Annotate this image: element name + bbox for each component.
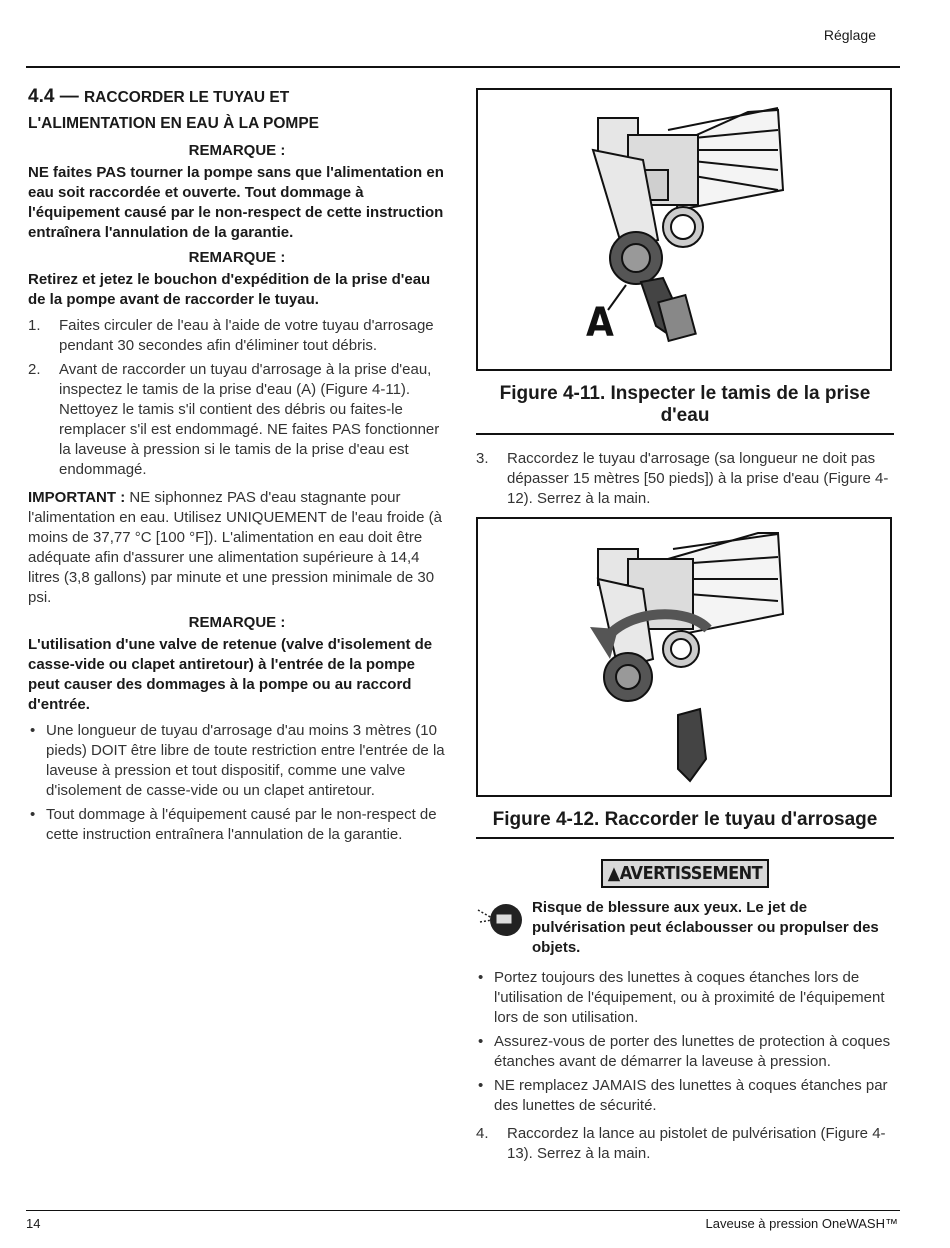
warning-block [476, 898, 894, 958]
figure-4-12-frame [476, 517, 892, 797]
steps-list [476, 449, 894, 509]
remark-text: NE faites PAS tourner la pompe sans que l'alimentation en eau soit raccordée et ouverte. Tout dommage à l'équipement causé par le non-respect de cette instruction entraînera l'annulation de la garantie. [28, 164, 444, 241]
important-paragraph [28, 488, 446, 608]
step-number: 2. [28, 361, 41, 378]
figure-callout-a: A [586, 300, 614, 346]
bullet-list [28, 721, 446, 845]
list-item: • NE remplacez JAMAIS des lunettes à coques étanches par des lunettes de sécurité. [478, 1077, 888, 1114]
figure-4-11-caption: Figure 4-11. Inspecter le tamis de la prise d'eau [476, 383, 894, 435]
footer-product-name: Laveuse à pression OneWASH™ [705, 1216, 898, 1231]
remark-heading: REMARQUE : [188, 614, 286, 631]
step-item [28, 316, 446, 356]
step-number: 3. [476, 450, 489, 467]
bullet-text: NE remplacez JAMAIS des lunettes à coques étanches par des lunettes de sécurité. [494, 1077, 888, 1114]
warning-triangle-icon: ▲ [607, 863, 620, 884]
warning-text: Risque de blessure aux yeux. Le jet de pulvérisation peut éclabousser ou propulser des objets. [532, 899, 879, 956]
step-number: 1. [28, 317, 41, 334]
section-title-line1: RACCORDER LE TUYAU ET [83, 89, 290, 106]
figure-4-11-frame [476, 88, 892, 371]
step-text: Avant de raccorder un tuyau d'arrosage à la prise d'eau, inspectez le tamis de la prise d'eau (A) (Figure 4-11). Nettoyez le tamis s'il contient des débris ou faites-le remplacer s'il est endommagé. NE faites PAS fonctionner la laveuse à pression si le tamis de la prise d'eau est endommagé. [59, 361, 440, 478]
step-item [476, 1124, 894, 1164]
footer-rule [26, 1210, 900, 1211]
remark-heading: REMARQUE : [188, 142, 286, 159]
list-item: • Assurez-vous de porter des lunettes de protection à coques étanches avant de démarrer la laveuse à pression. [478, 1033, 891, 1070]
steps-list [476, 1124, 894, 1164]
remark-text: Retirez et jetez le bouchon d'expédition de la prise d'eau de la pompe avant de raccorder le tuyau. [28, 271, 431, 308]
important-label: IMPORTANT : [28, 489, 126, 506]
section-number: 4.4 — [28, 86, 79, 107]
section-title [28, 84, 446, 136]
hose-connection-illustration [478, 519, 890, 795]
bullet-text: Une longueur de tuyau d'arrosage d'au moins 3 mètres (10 pieds) DOIT être libre de toute restriction entre l'entrée de la laveuse à pression et tout dispositif, comme une valve d'isolement de casse-vide ou un clapet antiretour. [46, 722, 445, 799]
step-text: Raccordez la lance au pistolet de pulvérisation (Figure 4-13). Serrez à la main. [507, 1125, 886, 1162]
list-item: • Une longueur de tuyau d'arrosage d'au moins 3 mètres (10 pieds) DOIT être libre de toute restriction entre l'entrée de la laveuse à pression et tout dispositif, comme une valve d'isolement de casse-vide ou un clapet antiretour. [30, 722, 445, 799]
bullet-text: Assurez-vous de porter des lunettes de protection à coques étanches avant de démarrer la laveuse à pression. [494, 1033, 891, 1070]
eye-hazard-icon [476, 898, 532, 949]
step-text: Raccordez le tuyau d'arrosage (sa longueur ne doit pas dépasser 15 mètres [50 pieds]) à la prise d'eau (Figure 4-12). Serrez à la main. [507, 450, 889, 507]
list-item: • Portez toujours des lunettes à coques étanches lors de l'utilisation de l'équipement, ou à proximité de l'équipement lors de son utilisation. [478, 969, 885, 1026]
page-number: 14 [26, 1216, 41, 1231]
steps-list [28, 316, 446, 480]
step-item [476, 449, 894, 509]
bullet-list [476, 968, 894, 1116]
important-text: NE siphonnez PAS d'eau stagnante pour l'alimentation en eau. Utilisez UNIQUEMENT de l'eau froide (à moins de 37,77 °C [100 °F]). L'alimentation en eau doit être adéquate afin d'assurer une alimentation supérieure à 14,4 litres (3,8 gallons) par minute et une pression minimale de 30 psi. [28, 489, 442, 606]
right-column [476, 88, 894, 1172]
pump-inlet-illustration [478, 90, 890, 369]
left-column [28, 84, 446, 853]
header-rule [26, 66, 900, 68]
step-item [28, 360, 446, 480]
warning-badge: ▲AVERTISSEMENT [601, 859, 769, 888]
remark-text: L'utilisation d'une valve de retenue (valve d'isolement de casse-vide ou clapet antiretour) à l'entrée de la pompe peut causer des dommages à la pompe ou au raccord d'entrée. [28, 636, 433, 713]
step-text: Faites circuler de l'eau à l'aide de votre tuyau d'arrosage pendant 30 secondes afin d'éliminer tout débris. [59, 317, 434, 354]
bullet-text: Tout dommage à l'équipement causé par le non-respect de cette instruction entraînera l'annulation de la garantie. [46, 806, 437, 843]
remark-heading: REMARQUE : [188, 249, 286, 266]
header-section-label: Réglage [823, 27, 876, 43]
bullet-text: Portez toujours des lunettes à coques étanches lors de l'utilisation de l'équipement, ou à proximité de l'équipement lors de son utilisation. [494, 969, 885, 1026]
list-item: • Tout dommage à l'équipement causé par le non-respect de cette instruction entraînera l'annulation de la garantie. [30, 806, 437, 843]
section-title-line2: L'ALIMENTATION EN EAU À LA POMPE [28, 115, 320, 132]
figure-4-12-caption: Figure 4-12. Raccorder le tuyau d'arrosage [476, 809, 894, 839]
warning-badge-wrap [476, 859, 894, 888]
step-number: 4. [476, 1125, 489, 1142]
